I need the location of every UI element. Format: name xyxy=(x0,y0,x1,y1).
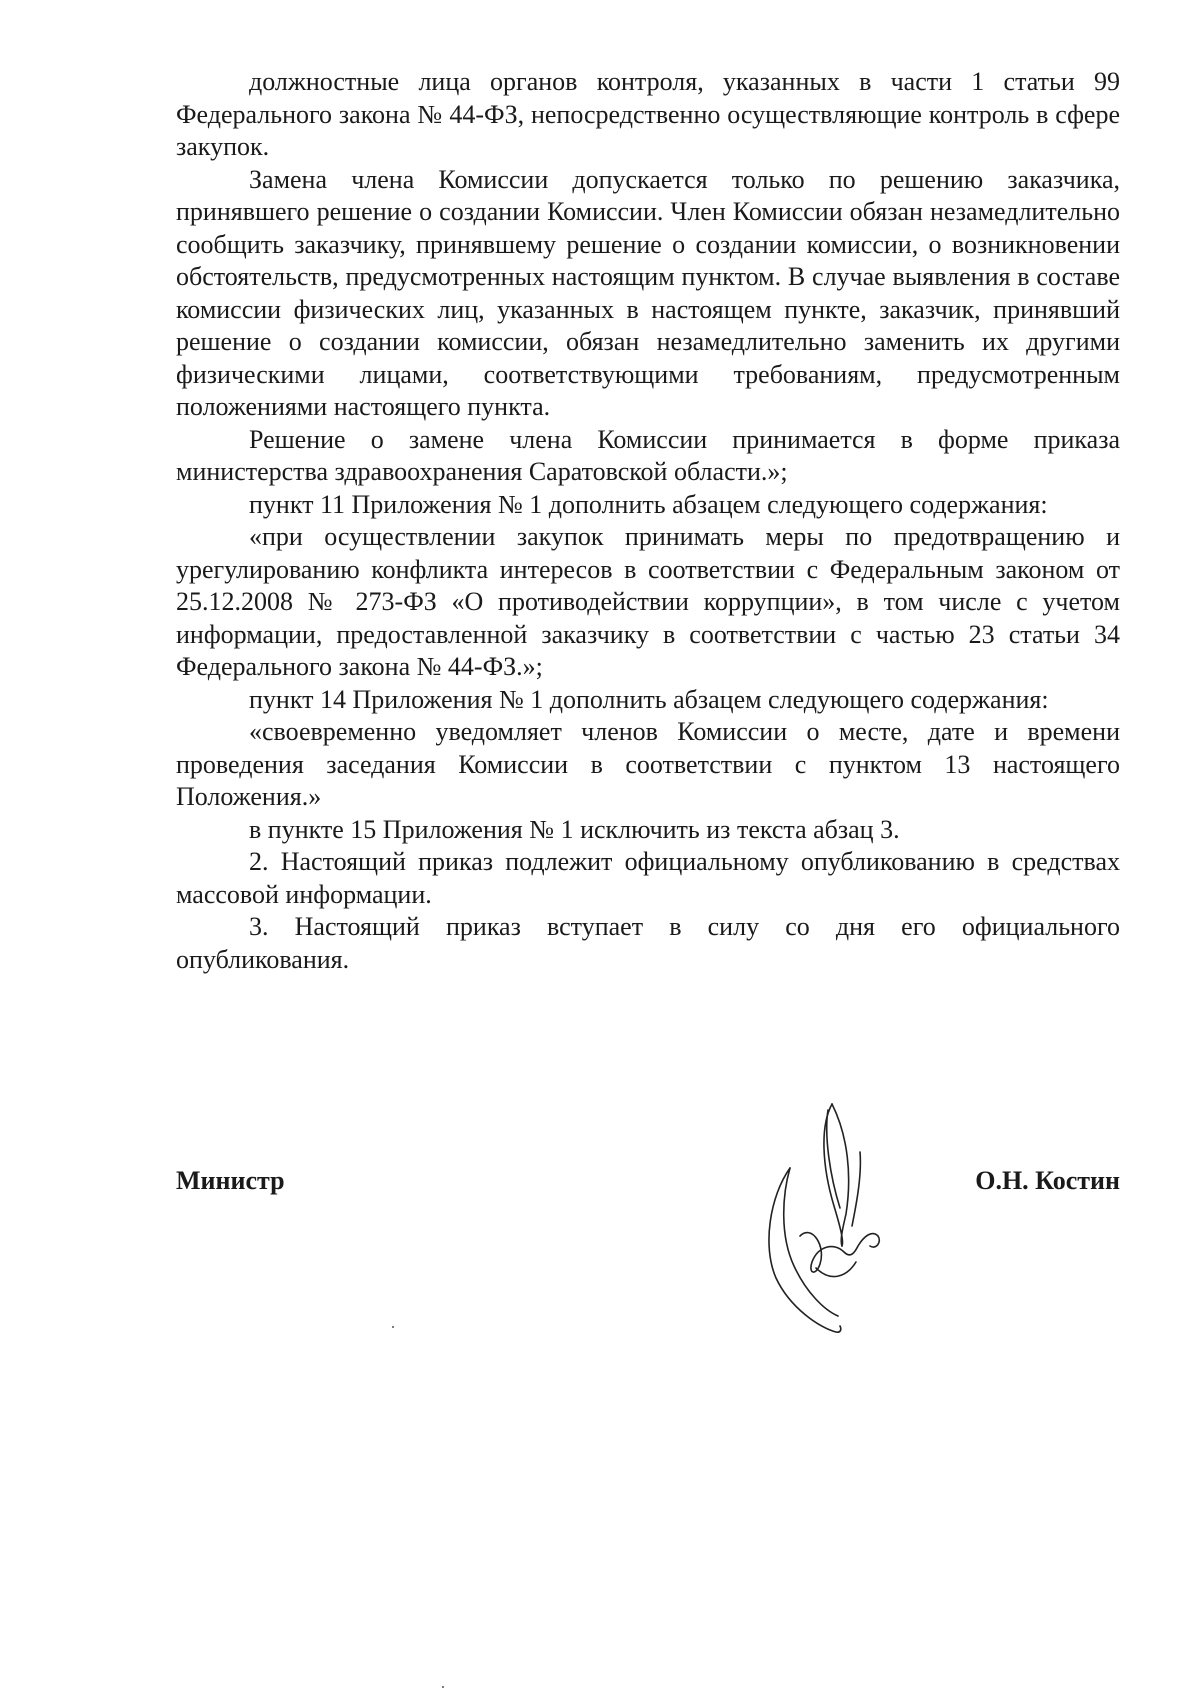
paragraph-item-14-amendment: пункт 14 Приложения № 1 дополнить абзацем следующего содержания: xyxy=(249,684,1049,714)
paragraph-conflict-of-interest: «при осуществлении закупок принимать меры по предотвращению и урегулированию конфликта интересов в соответствии с Федеральным законом от 25.12.2008 № 273-ФЗ «О противодействии коррупции», в том числе с учетом информации, предоставленной заказчику в соответствии с частью 23 статьи 34 Федерального закона № 44-ФЗ.»; xyxy=(176,522,1120,681)
paragraph-member-replacement: Замена члена Комиссии допускается только по решению заказчика, принявшего решение о создании Комиссии. Член Комиссии обязан незамедлительно сообщить заказчику, принявшему решение о создании комиссии, о возникновении обстоятельств, предусмотренных настоящим пунктом. В случае выявления в составе комиссии физических лиц, указанных в настоящем пункте, заказчик, принявший решение о создании комиссии, обязан незамедлительно заменить их другими физическими лицами, соответствующими требованиям, предусмотренным положениями настоящего пункта. xyxy=(176,164,1120,421)
paragraph-item-15-amendment: в пункте 15 Приложения № 1 исключить из текста абзац 3. xyxy=(249,814,900,844)
handwritten-signature xyxy=(760,1096,910,1336)
paragraph-publication: 2. Настоящий приказ подлежит официальному опубликованию в средствах массовой информации. xyxy=(176,847,1120,909)
paragraph-replacement-decision: Решение о замене члена Комиссии принимается в форме приказа министерства здравоохранения Саратовской области.»; xyxy=(176,424,1120,486)
paragraph-meeting-notification: «своевременно уведомляет членов Комиссии о месте, дате и времени проведения заседания Комиссии в соответствии с пунктом 13 настоящего Положения.» xyxy=(176,717,1120,811)
paragraph-item-11-amendment: пункт 11 Приложения № 1 дополнить абзацем следующего содержания: xyxy=(249,489,1048,519)
signature-block xyxy=(176,1166,1120,1206)
paragraph-entry-into-force: 3. Настоящий приказ вступает в силу со дня его официального опубликования. xyxy=(176,912,1120,974)
scan-speck xyxy=(392,1326,394,1328)
scan-speck xyxy=(442,1686,444,1688)
signatory-name: О.Н. Костин xyxy=(975,1166,1120,1195)
document-body xyxy=(176,66,1120,976)
paragraph-officials-control: должностные лица органов контроля, указанных в части 1 статьи 99 Федерального закона № 44-ФЗ, непосредственно осуществляющие контроль в сфере закупок. xyxy=(176,67,1120,161)
position-title: Министр xyxy=(176,1166,285,1195)
